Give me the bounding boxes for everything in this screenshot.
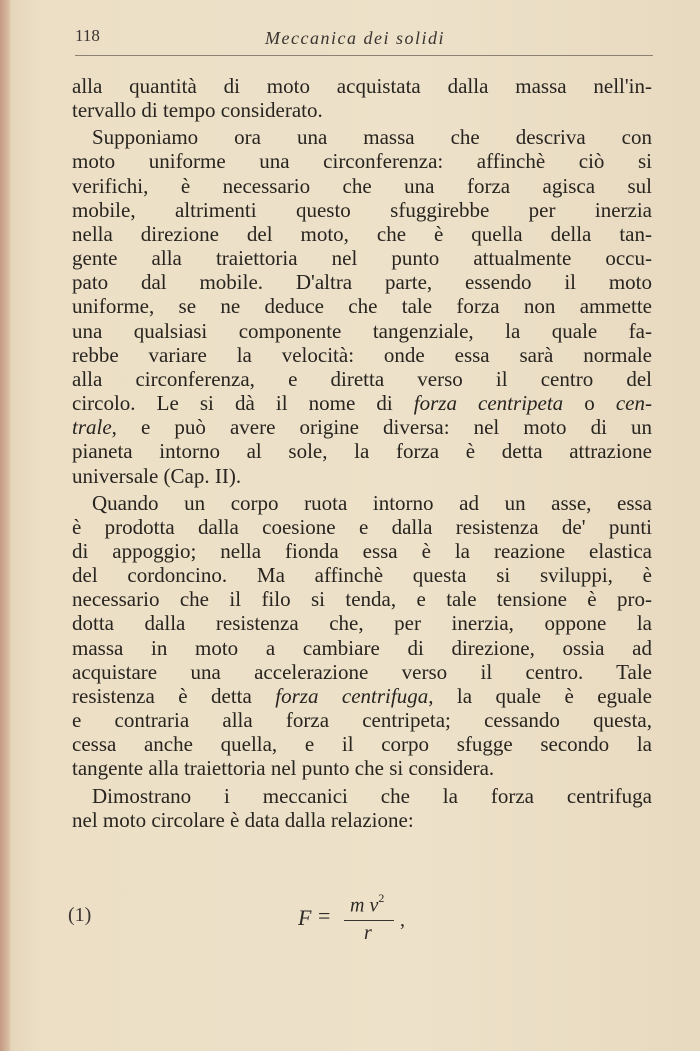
text-line: mobile, altrimenti questo sfuggirebbe per inerzia (72, 197, 652, 222)
formula-lhs: F (298, 905, 312, 930)
text-line: acquistare una accelerazione verso il centro. Tale (72, 659, 652, 684)
term-centrale-part: cen- (615, 391, 652, 416)
text-span: resistenza è detta (72, 683, 276, 708)
text-line: necessario che il filo si tenda, e tale tensione è pro- (72, 587, 652, 612)
term-forza-centripeta: forza centripeta (413, 391, 564, 416)
paragraph-3 (72, 491, 652, 781)
text-line: universale (Cap. II). (72, 463, 242, 488)
text-span: , e può avere origine diversa: nel moto di un (111, 415, 652, 440)
text-line: massa in moto a cambiare di direzione, ossia ad (72, 635, 652, 660)
text-line: tervallo di tempo considerato. (72, 98, 323, 123)
formula-numerator (350, 893, 384, 918)
header-rule (75, 55, 653, 56)
text-line: dotta dalla resistenza che, per inerzia, oppone la (72, 611, 652, 636)
text-line: pianeta intorno al sole, la forza è detta attrazione (72, 439, 652, 464)
text-span: circolo. Le si dà il nome di (72, 391, 414, 416)
text-line: pato dal mobile. D'altra parte, essendo il moto (72, 270, 652, 295)
text-span: , la quale è eguale (428, 683, 653, 708)
page-spine-edge (0, 0, 10, 1051)
text-line: nella direzione del moto, che è quella della tan- (72, 221, 652, 246)
paragraph-1 (72, 74, 652, 122)
running-title: Meccanica dei solidi (265, 28, 445, 48)
text-span: o (563, 391, 616, 416)
text-line: del cordoncino. Ma affinchè questa si sviluppi, è (72, 563, 652, 588)
paragraph-4 (72, 784, 652, 832)
text-line: alla circonferenza, e diretta verso il centro del (72, 366, 652, 391)
text-line: gente alla traiettoria nel punto attualmente occu- (72, 246, 652, 271)
page-number: 118 (75, 26, 100, 45)
formula-comma: , (400, 909, 405, 931)
text-line: e contraria alla forza centripeta; cessando questa, (72, 708, 652, 733)
text-line: nel moto circolare è data dalla relazione: (72, 807, 414, 832)
text-line: Dimostrano i meccanici che la forza centrifuga (92, 783, 652, 808)
text-line: Quando un corpo ruota intorno ad un asse, essa (92, 490, 652, 515)
text-line: cessa anche quella, e il corpo sfugge secondo la (72, 732, 652, 757)
text-line: moto uniforme una circonferenza: affinchè ciò si (72, 149, 652, 174)
fraction-bar (344, 920, 394, 921)
text-line: Supponiamo ora una massa che descriva con (92, 125, 652, 150)
term-forza-centrifuga: forza centrifuga (275, 683, 429, 708)
text-line: alla quantità di moto acquistata dalla massa nell'in- (72, 74, 652, 98)
numerator-exponent: 2 (378, 891, 385, 905)
text-line: tangente alla traiettoria nel punto che si considera. (72, 756, 495, 781)
text-line: una qualsiasi componente tangenziale, la quale fa- (72, 318, 652, 343)
paragraph-2 (72, 125, 652, 487)
text-line: è prodotta dalla coesione e dalla resistenza de' punti (72, 514, 652, 539)
text-line: verifichi, è necessario che una forza agisca sul (72, 173, 652, 198)
equation-number: (1) (68, 904, 92, 926)
text-line (72, 391, 652, 415)
text-line (72, 415, 652, 439)
page-header (75, 22, 665, 52)
formula-equals: = (318, 903, 331, 928)
term-centrale-part: trale (72, 415, 112, 440)
text-line: uniforme, se ne deduce che tale forza non ammette (72, 294, 652, 319)
text-line (72, 684, 652, 708)
text-line: rebbe variare la velocità: onde essa sarà normale (72, 342, 652, 367)
body-text (72, 74, 652, 832)
numerator-text: m v (350, 894, 379, 917)
formula-denominator: r (364, 922, 372, 944)
text-line: di appoggio; nella fionda essa è la reazione elastica (72, 538, 652, 563)
